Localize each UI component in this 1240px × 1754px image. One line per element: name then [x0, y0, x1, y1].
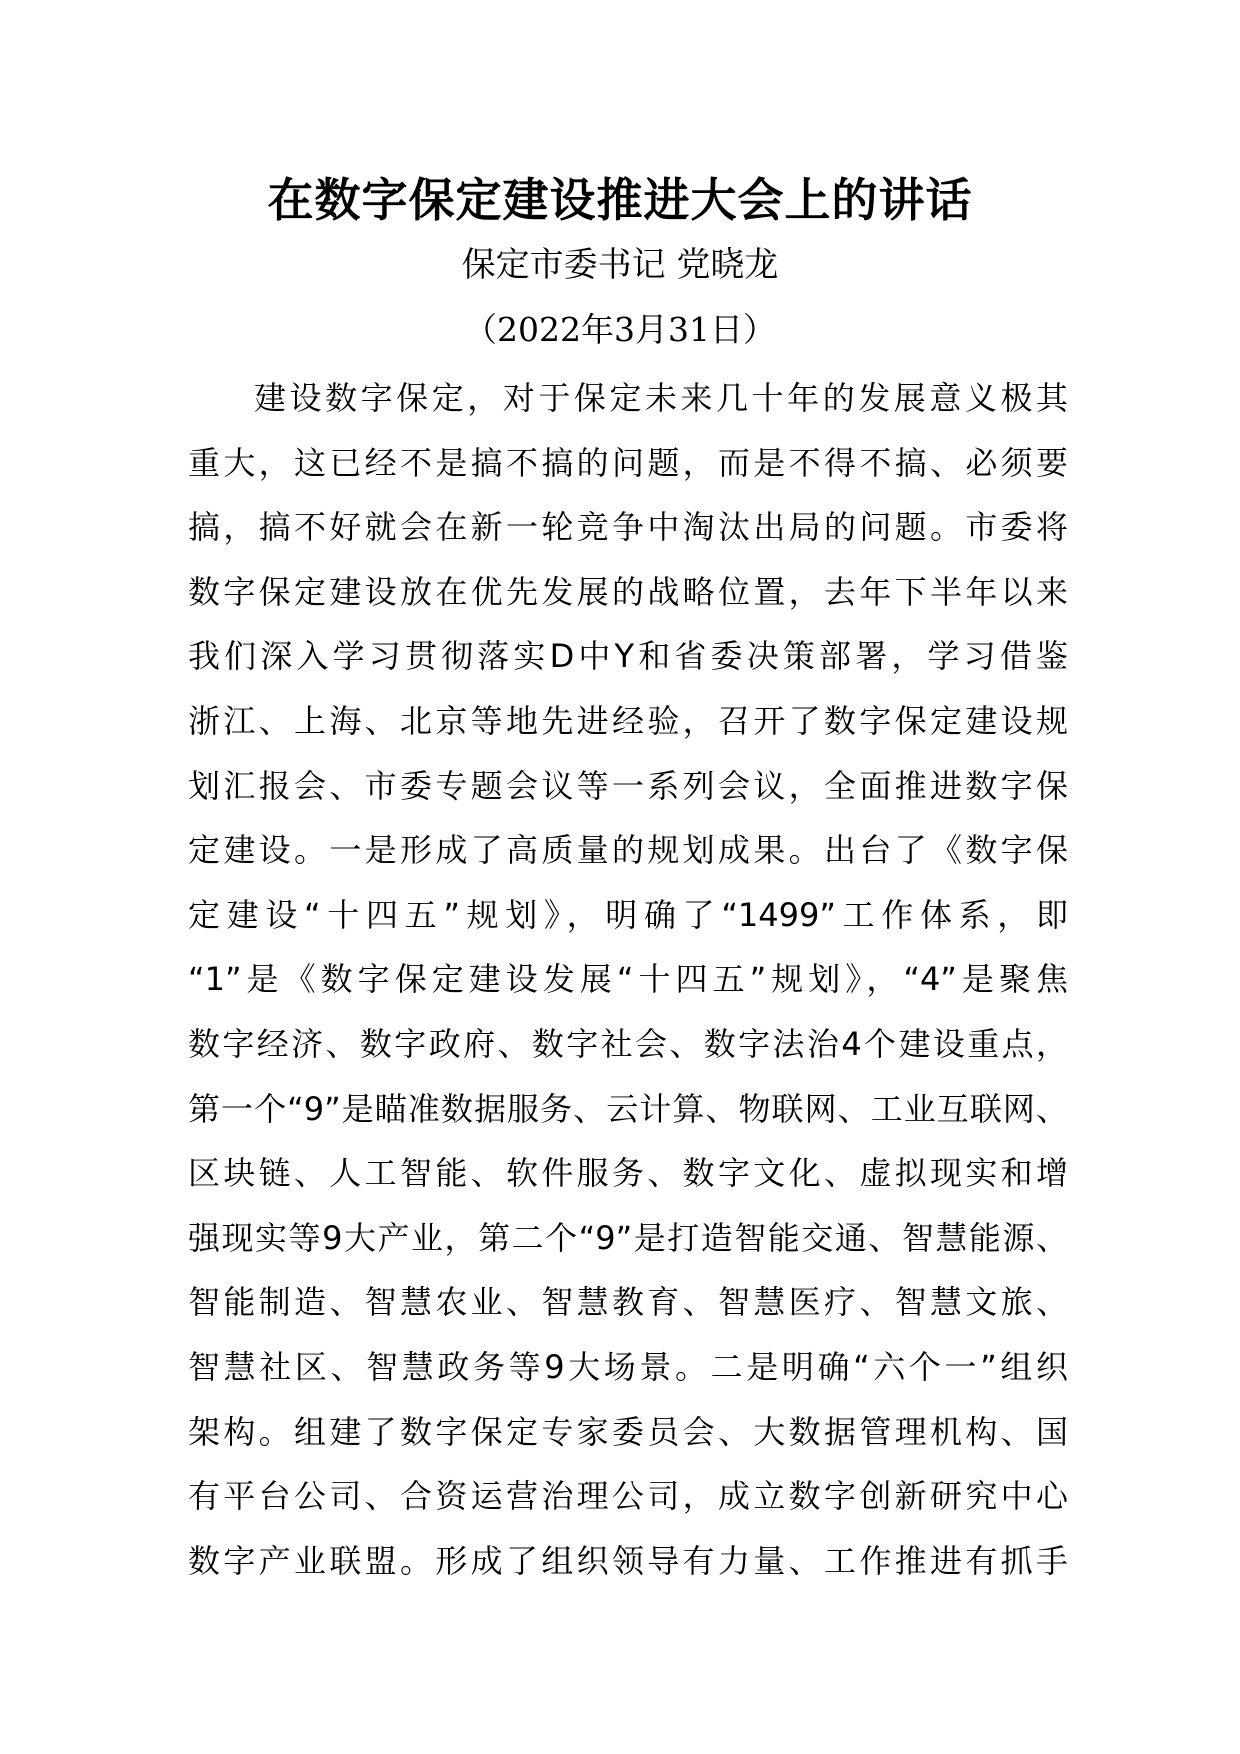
paragraph-line: 第一个“9”是瞄准数据服务、云计算、物联网、工业互联网、: [188, 1089, 1068, 1128]
paragraph-line: 定建设“十四五”规划》，明确了“1499”工作体系，即: [188, 895, 1068, 934]
document-author: 保定市委书记 党晓龙: [461, 245, 779, 285]
paragraph-line: 数字经济、数字政府、数字社会、数字法治4个建设重点，: [188, 1024, 1068, 1063]
paragraph-line: 数字产业联盟。形成了组织领导有力量、工作推进有抓手: [188, 1541, 1068, 1580]
document-title: 在数字保定建设推进大会上的讲话: [267, 173, 973, 227]
paragraph-line: 智能制造、智慧农业、智慧教育、智慧医疗、智慧文旅、: [188, 1283, 1068, 1322]
paragraph-line: 架构。组建了数字保定专家委员会、大数据管理机构、国: [188, 1412, 1068, 1451]
paragraph-line: 智慧社区、智慧政务等9大场景。二是明确“六个一”组织: [188, 1347, 1068, 1386]
paragraph-line: 划汇报会、市委专题会议等一系列会议，全面推进数字保: [188, 766, 1068, 805]
paragraph-line: 重大，这已经不是搞不搞的问题，而是不得不搞、必须要: [188, 443, 1068, 482]
paragraph-line: 区块链、人工智能、软件服务、数字文化、虚拟现实和增: [188, 1154, 1068, 1193]
paragraph-line: 定建设。一是形成了高质量的规划成果。出台了《数字保: [188, 831, 1068, 870]
paragraph-line: 有平台公司、合资运营治理公司，成立数字创新研究中心: [188, 1477, 1068, 1516]
document-date: （2022年3月31日）: [464, 310, 776, 349]
paragraph-line: 我们深入学习贯彻落实D中Y和省委决策部署，学习借鉴: [188, 637, 1068, 676]
paragraph-line: 建设数字保定，对于保定未来几十年的发展意义极其: [254, 379, 1068, 417]
paragraph-line: 浙江、上海、北京等地先进经验，召开了数字保定建设规: [188, 701, 1068, 740]
paragraph-line: 数字保定建设放在优先发展的战略位置，去年下半年以来: [188, 572, 1068, 611]
paragraph-line: 强现实等9大产业，第二个“9”是打造智能交通、智慧能源、: [188, 1218, 1068, 1257]
paragraph-line: “1”是《数字保定建设发展“十四五”规划》，“4”是聚焦: [188, 960, 1068, 999]
paragraph-line: 搞，搞不好就会在新一轮竞争中淘汰出局的问题。市委将: [188, 508, 1068, 547]
body-paragraph: [188, 366, 1068, 1593]
